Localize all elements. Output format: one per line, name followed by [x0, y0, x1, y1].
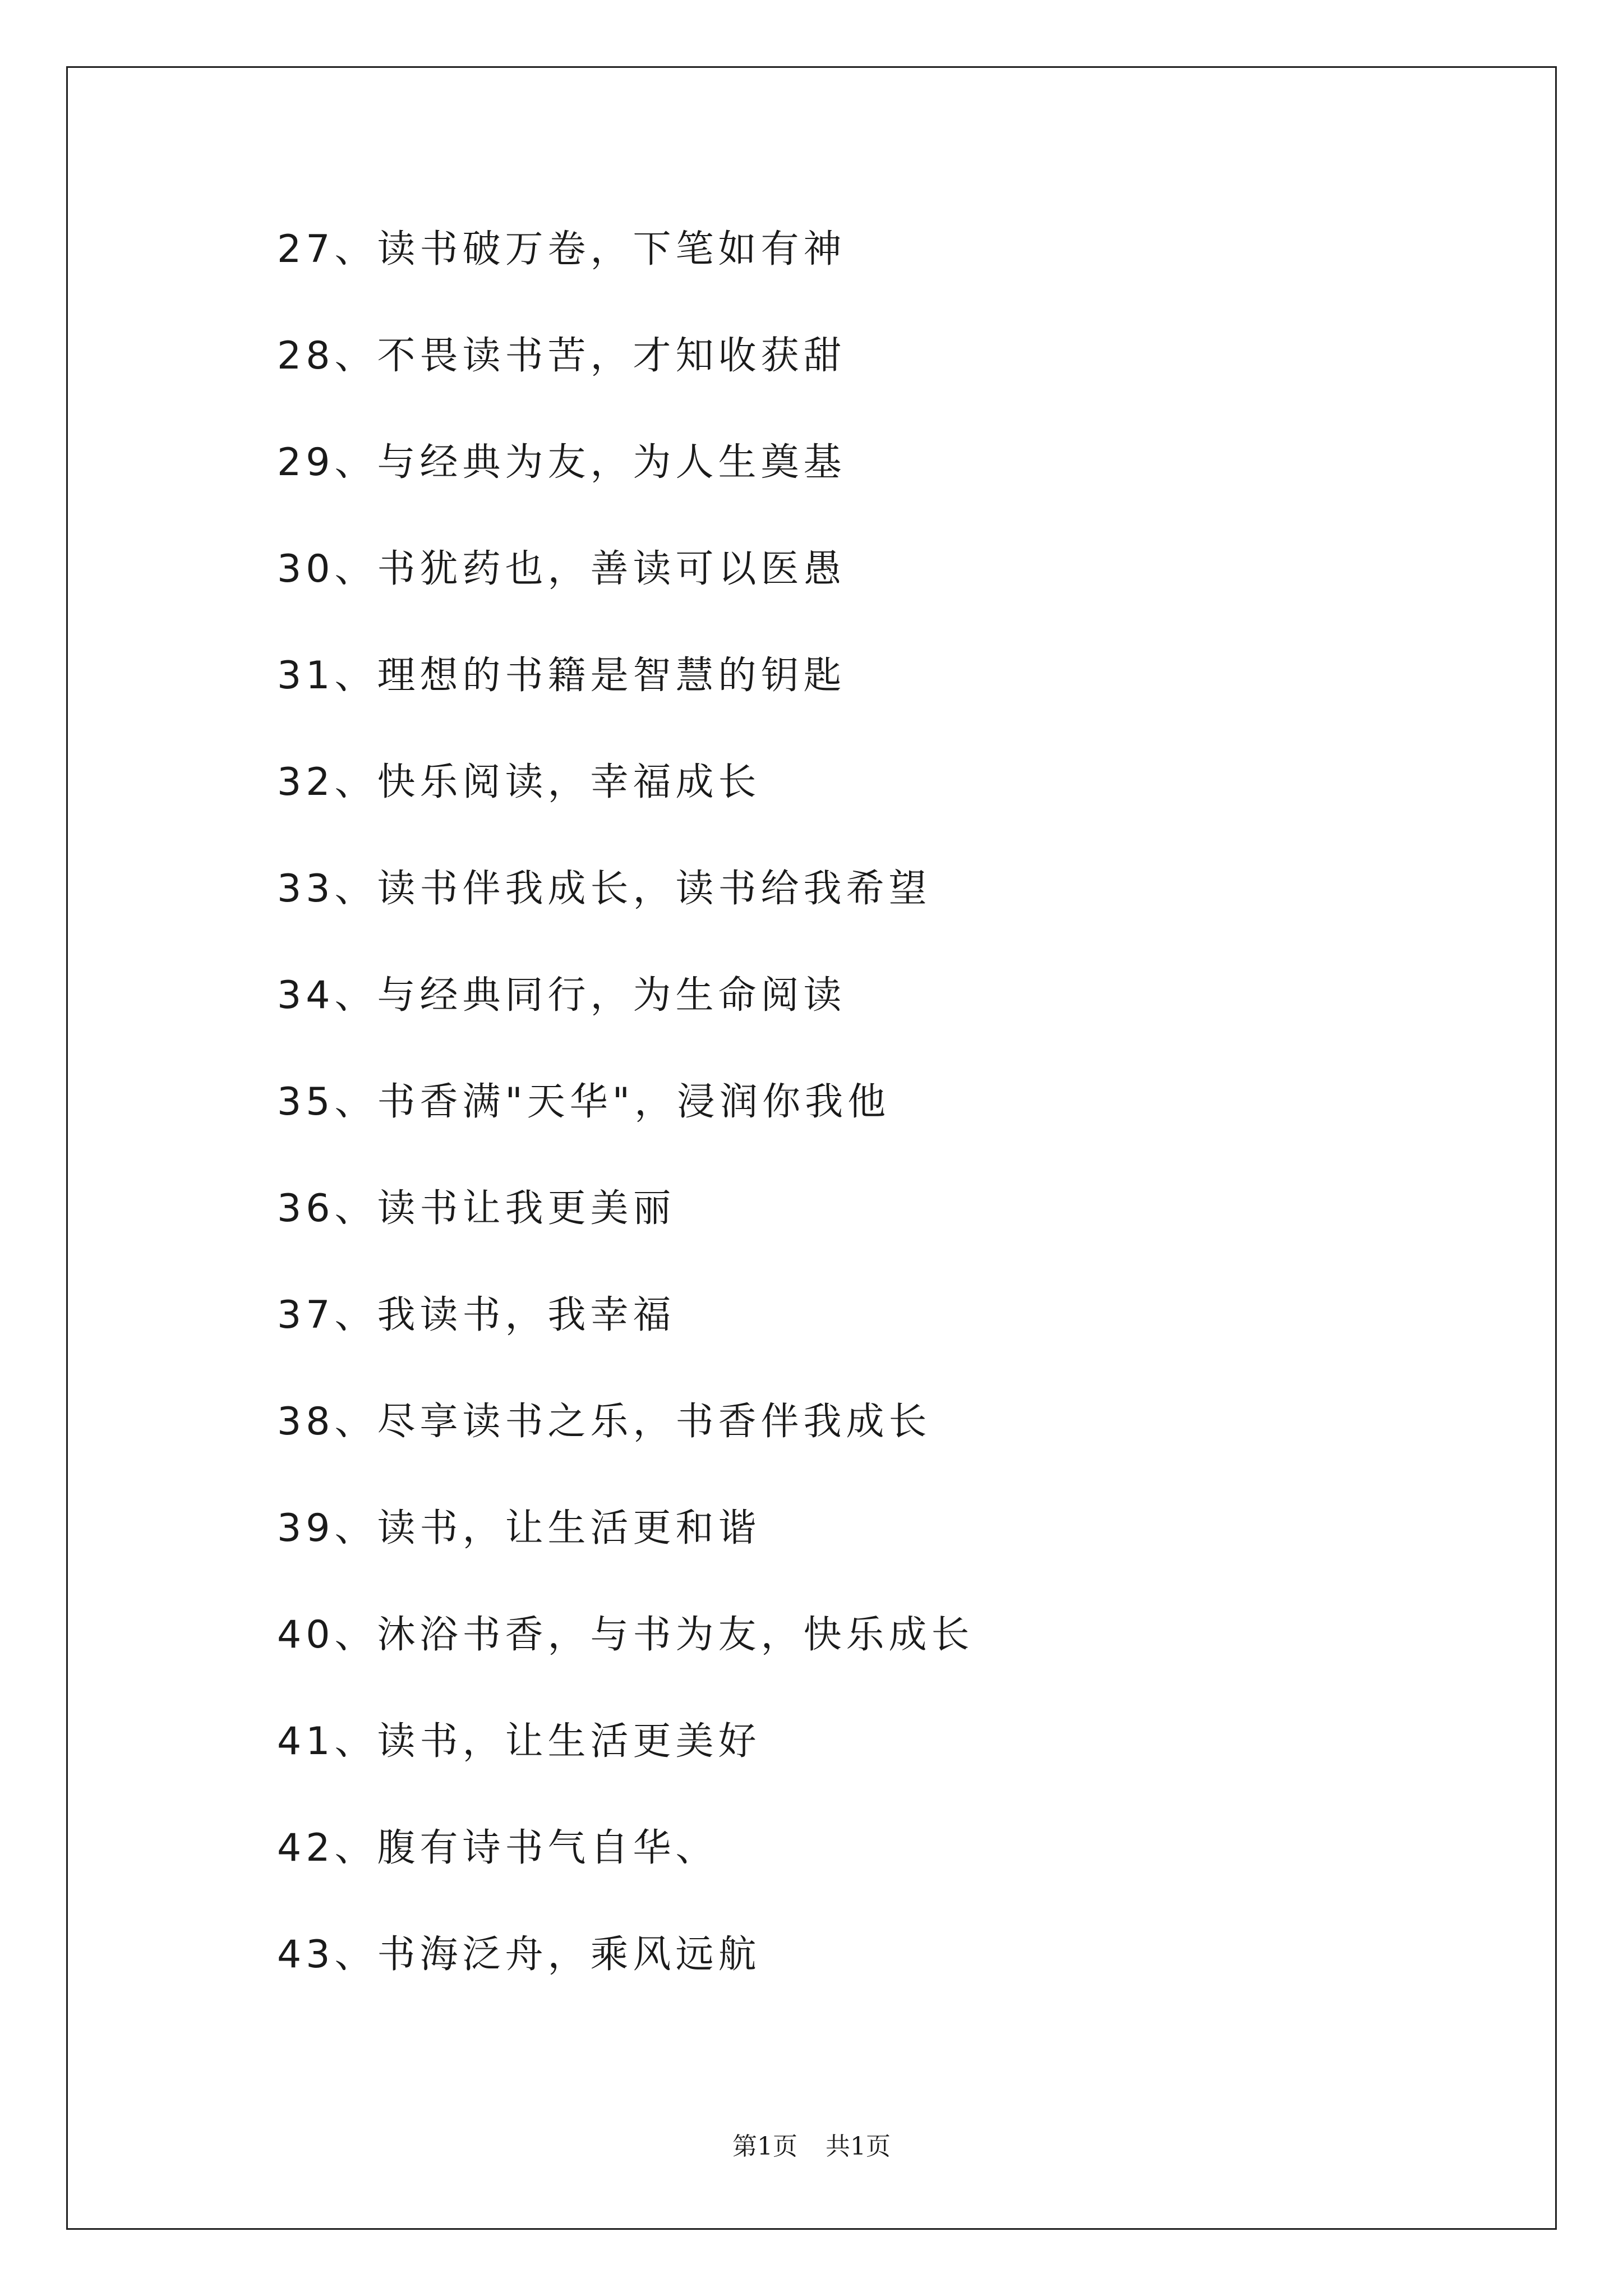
list-item: 36、读书让我更美丽	[277, 1186, 676, 1231]
list-item: 38、尽享读书之乐，书香伴我成长	[277, 1400, 932, 1444]
list-item: 27、读书破万卷，下笔如有神	[277, 227, 846, 272]
list-item: 39、读书，让生活更和谐	[277, 1506, 761, 1550]
list-item: 42、腹有诗书气自华、	[277, 1826, 718, 1870]
list-item: 31、理想的书籍是智慧的钥匙	[277, 654, 846, 698]
list-item: 34、与经典同行，为生命阅读	[277, 973, 846, 1018]
list-item: 41、读书，让生活更美好	[277, 1719, 761, 1764]
page-total: 共1页	[826, 2132, 891, 2161]
list-item: 43、书海泛舟，乘风远航	[277, 1932, 761, 1977]
page-footer	[0, 2126, 1623, 2162]
list-item: 35、书香满"天华"，浸润你我他	[277, 1080, 891, 1124]
list-item: 30、书犹药也，善读可以医愚	[277, 547, 846, 591]
list-item: 29、与经典为友，为人生奠基	[277, 440, 846, 485]
slogan-list	[277, 222, 974, 2033]
list-item: 40、沐浴书香，与书为友，快乐成长	[277, 1613, 974, 1657]
list-item: 37、我读书，我幸福	[277, 1293, 676, 1337]
list-item: 33、读书伴我成长，读书给我希望	[277, 867, 932, 911]
list-item: 32、快乐阅读，幸福成长	[277, 760, 761, 804]
page-number: 第1页	[732, 2132, 797, 2161]
list-item: 28、不畏读书苦，才知收获甜	[277, 334, 846, 378]
